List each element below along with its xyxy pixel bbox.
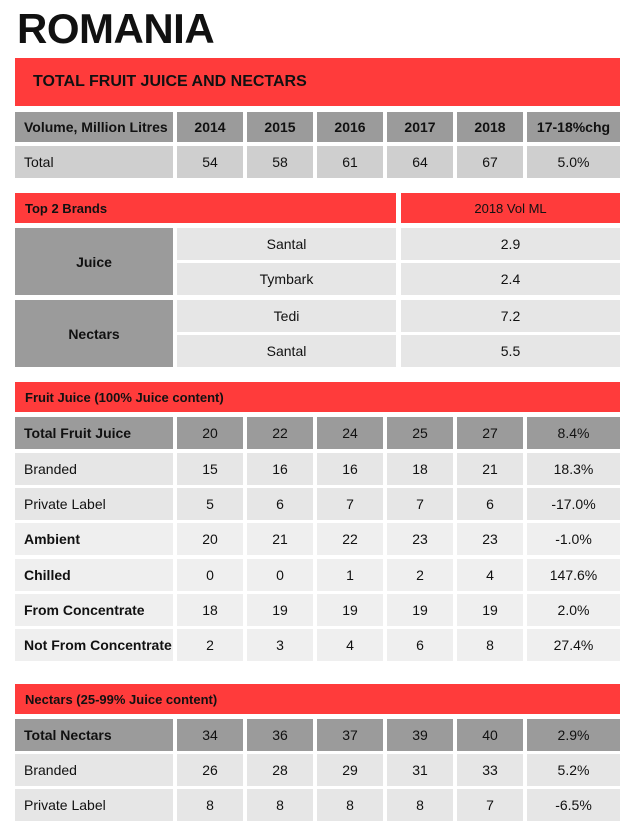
- nectars-row-value: 5.2%: [527, 754, 620, 786]
- nectars-row-value: 36: [247, 719, 313, 751]
- fruit-juice-row-value: 19: [317, 594, 383, 626]
- fruit-juice-row-value: 7: [317, 488, 383, 520]
- volume-row-value: 5.0%: [527, 146, 620, 178]
- fruit-juice-row-value: 24: [317, 417, 383, 449]
- nectars-row-value: 37: [317, 719, 383, 751]
- nectars-row-value: 31: [387, 754, 453, 786]
- fruit-juice-row-value: 18: [177, 594, 243, 626]
- fruit-juice-row-label: Total Fruit Juice: [15, 417, 173, 449]
- volume-row-label: Total: [15, 146, 173, 178]
- fruit-juice-row-label: From Concentrate: [15, 594, 173, 626]
- fruit-juice-row-value: 5: [177, 488, 243, 520]
- nectars-row-value: 29: [317, 754, 383, 786]
- fruit-juice-row-value: 19: [247, 594, 313, 626]
- fruit-juice-row-value: 23: [387, 523, 453, 555]
- volume-header-value: 17-18%chg: [527, 112, 620, 142]
- fruit-juice-row-value: 22: [247, 417, 313, 449]
- brands-banner: Top 2 Brands: [15, 193, 396, 223]
- fruit-juice-row-value: 15: [177, 453, 243, 485]
- brand-name: Santal: [177, 335, 396, 367]
- fruit-juice-row-value: 21: [457, 453, 523, 485]
- volume-row-value: 64: [387, 146, 453, 178]
- section-banner-total: TOTAL FRUIT JUICE AND NECTARS: [15, 58, 620, 106]
- volume-row-value: 67: [457, 146, 523, 178]
- brands-vol-header: 2018 Vol ML: [401, 193, 620, 223]
- fruit-juice-row-value: 0: [247, 559, 313, 591]
- fruit-juice-row-value: 6: [247, 488, 313, 520]
- fruit-juice-row-value: 2: [387, 559, 453, 591]
- fruit-juice-row-value: 23: [457, 523, 523, 555]
- fruit-juice-row-value: 27: [457, 417, 523, 449]
- fruit-juice-row-value: 2.0%: [527, 594, 620, 626]
- fruit-juice-row-value: 16: [247, 453, 313, 485]
- nectars-row-label: Total Nectars: [15, 719, 173, 751]
- fruit-juice-row-value: 20: [177, 523, 243, 555]
- nectars-row-label: Branded: [15, 754, 173, 786]
- fruit-juice-row-value: 0: [177, 559, 243, 591]
- fruit-juice-row-value: 6: [387, 629, 453, 661]
- nectars-row-value: 2.9%: [527, 719, 620, 751]
- nectars-row-label: Private Label: [15, 789, 173, 821]
- fruit-juice-row-value: 20: [177, 417, 243, 449]
- nectars-row-value: 39: [387, 719, 453, 751]
- brand-name: Tedi: [177, 300, 396, 332]
- brand-volume: 2.4: [401, 263, 620, 295]
- nectars-row-value: 33: [457, 754, 523, 786]
- fruit-juice-row-value: 16: [317, 453, 383, 485]
- nectars-row-value: 40: [457, 719, 523, 751]
- fruit-juice-row-value: 8.4%: [527, 417, 620, 449]
- volume-header-value: 2015: [247, 112, 313, 142]
- brand-volume: 2.9: [401, 228, 620, 260]
- brand-volume: 5.5: [401, 335, 620, 367]
- brand-name: Tymbark: [177, 263, 396, 295]
- fruit-juice-row-label: Branded: [15, 453, 173, 485]
- fruit-juice-row-value: 6: [457, 488, 523, 520]
- nectars-row-value: 34: [177, 719, 243, 751]
- fruit-juice-row-value: 3: [247, 629, 313, 661]
- fruit-juice-row-value: -17.0%: [527, 488, 620, 520]
- nectars-banner: Nectars (25-99% Juice content): [15, 684, 620, 714]
- nectars-row-value: 8: [247, 789, 313, 821]
- fruit-juice-row-value: 18: [387, 453, 453, 485]
- volume-header-value: 2018: [457, 112, 523, 142]
- page-title: ROMANIA: [17, 5, 215, 52]
- volume-header-label: Volume, Million Litres: [15, 112, 173, 142]
- nectars-row-value: 8: [387, 789, 453, 821]
- fruit-juice-row-value: 27.4%: [527, 629, 620, 661]
- fruit-juice-row-value: 7: [387, 488, 453, 520]
- fruit-juice-banner: Fruit Juice (100% Juice content): [15, 382, 620, 412]
- brand-category: Juice: [15, 228, 173, 295]
- nectars-row-value: 8: [177, 789, 243, 821]
- fruit-juice-row-value: 19: [387, 594, 453, 626]
- nectars-row-value: 26: [177, 754, 243, 786]
- fruit-juice-row-label: Not From Concentrate: [15, 629, 173, 661]
- fruit-juice-row-value: 22: [317, 523, 383, 555]
- fruit-juice-row-value: 21: [247, 523, 313, 555]
- fruit-juice-row-value: 19: [457, 594, 523, 626]
- fruit-juice-row-value: -1.0%: [527, 523, 620, 555]
- volume-row-value: 54: [177, 146, 243, 178]
- volume-header-value: 2017: [387, 112, 453, 142]
- fruit-juice-row-value: 18.3%: [527, 453, 620, 485]
- fruit-juice-row-value: 2: [177, 629, 243, 661]
- nectars-row-value: 8: [317, 789, 383, 821]
- nectars-row-value: 28: [247, 754, 313, 786]
- fruit-juice-row-value: 1: [317, 559, 383, 591]
- fruit-juice-row-value: 4: [457, 559, 523, 591]
- fruit-juice-row-label: Ambient: [15, 523, 173, 555]
- fruit-juice-row-value: 25: [387, 417, 453, 449]
- fruit-juice-row-label: Chilled: [15, 559, 173, 591]
- volume-header-value: 2016: [317, 112, 383, 142]
- brand-category: Nectars: [15, 300, 173, 367]
- volume-row-value: 58: [247, 146, 313, 178]
- brand-name: Santal: [177, 228, 396, 260]
- fruit-juice-row-value: 8: [457, 629, 523, 661]
- nectars-row-value: -6.5%: [527, 789, 620, 821]
- fruit-juice-row-value: 4: [317, 629, 383, 661]
- fruit-juice-row-label: Private Label: [15, 488, 173, 520]
- volume-header-value: 2014: [177, 112, 243, 142]
- volume-row-value: 61: [317, 146, 383, 178]
- nectars-row-value: 7: [457, 789, 523, 821]
- fruit-juice-row-value: 147.6%: [527, 559, 620, 591]
- brand-volume: 7.2: [401, 300, 620, 332]
